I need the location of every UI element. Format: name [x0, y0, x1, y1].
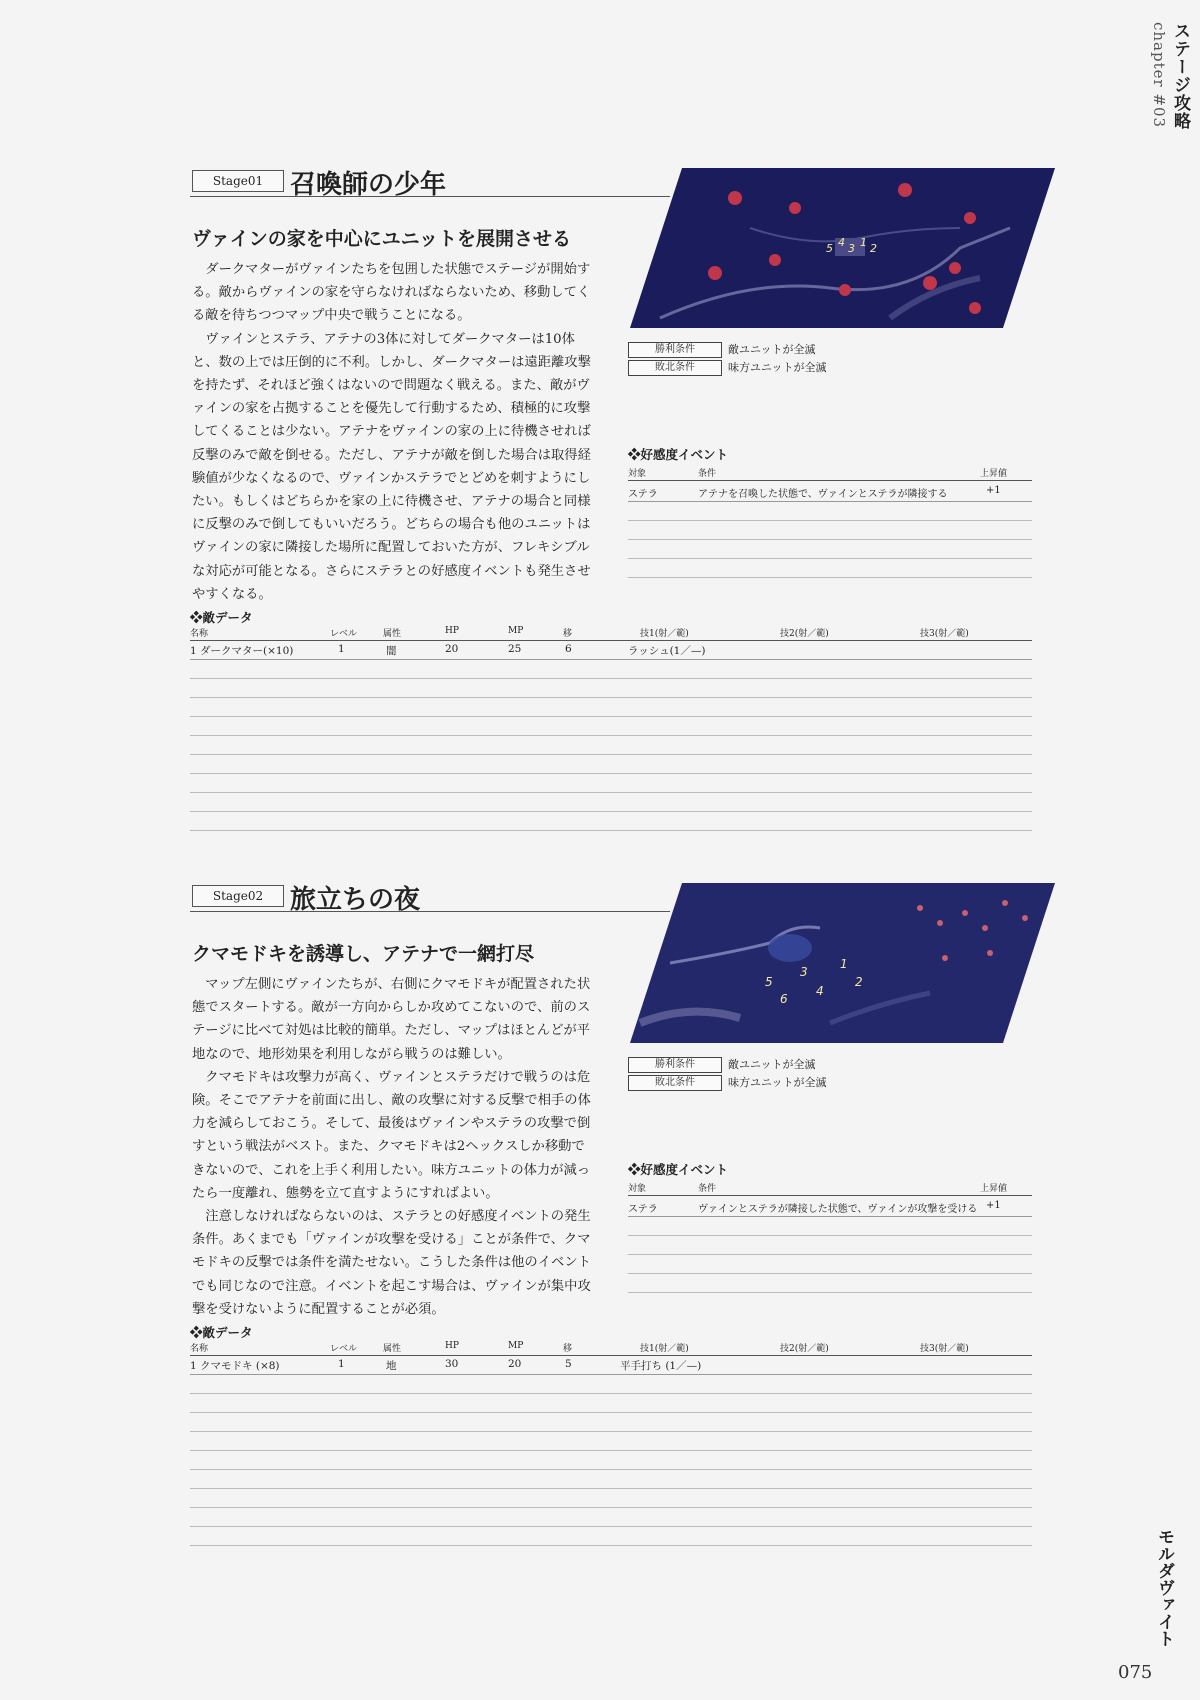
enemy-row: [190, 1356, 1032, 1375]
enemy-name: 1 ダークマター(×10): [190, 645, 294, 657]
affinity-header-row: [628, 466, 1032, 481]
blank-row: [628, 1236, 1032, 1255]
stage-map-screenshot: [630, 168, 1055, 328]
col-hp: HP: [445, 626, 459, 636]
blank-row: [190, 1470, 1032, 1489]
enemy-attr: 闇: [386, 645, 397, 657]
victory-text: 敵ユニットが全滅: [728, 343, 816, 356]
victory-condition: [628, 342, 928, 358]
enemy-table: [190, 626, 1032, 831]
blank-row: [628, 540, 1032, 559]
affinity-condition: ヴァインとステラが隣接した状態で、ヴァインが攻撃を受ける: [698, 1204, 978, 1215]
victory-label: 勝利条件: [628, 342, 722, 358]
victory-condition: [628, 1057, 928, 1073]
affinity-header-row: [628, 1181, 1032, 1196]
map-marker: 2: [870, 242, 877, 255]
stage-body: [192, 258, 596, 606]
enemy-row: [190, 641, 1032, 660]
col-level: レベル: [330, 629, 358, 639]
blank-row: [190, 774, 1032, 793]
affinity-row: [628, 481, 1032, 502]
col-name: 名称: [190, 629, 209, 639]
blank-row: [190, 1508, 1032, 1527]
blank-row: [190, 1413, 1032, 1432]
blank-row: [190, 698, 1032, 717]
enemy-table: [190, 1341, 1032, 1546]
blank-row: [190, 755, 1032, 774]
col-attr: 属性: [383, 1344, 402, 1354]
affinity-value: +1: [986, 1200, 1001, 1211]
enemy-skill1: 平手打ち (1／—): [620, 1360, 702, 1372]
defeat-text: 味方ユニットが全滅: [728, 1076, 827, 1089]
blank-row: [190, 717, 1032, 736]
stage-headline: クマモドキを誘導し、アテナで一網打尽: [192, 943, 535, 965]
blank-row: [628, 1255, 1032, 1274]
body-paragraph: ダークマターがヴァインたちを包囲した状態でステージが開始する。敵からヴァインの家を守らなければならないため、移動してくる敵を待ちつつマップ中央で戦うことになる。: [192, 262, 591, 324]
map-marker: 5: [765, 975, 773, 989]
enemy-header-row: [190, 1341, 1032, 1356]
body-paragraph: マップ左側にヴァインたちが、右側にクマモドキが配置された状態でスタートする。敵が一方向からしか攻めてこないので、前のステージに比べて対処は比較的簡単。ただし、マップはほとんどが平地なので、地形効果を利用しながら戦うのは難しい。: [192, 977, 591, 1062]
col-move: 移: [563, 1344, 573, 1354]
col-skill3: 技3(射／範): [920, 1344, 969, 1354]
col-target: 対象: [628, 1184, 647, 1194]
stage-label: Stage01: [192, 170, 284, 192]
blank-row: [628, 521, 1032, 540]
stage-body: [192, 973, 596, 1321]
blank-row: [190, 1394, 1032, 1413]
blank-row: [190, 1489, 1032, 1508]
defeat-condition: [628, 1075, 928, 1091]
victory-text: 敵ユニットが全滅: [728, 1058, 816, 1071]
col-condition: 条件: [698, 1184, 717, 1194]
blank-row: [190, 1432, 1032, 1451]
col-name: 名称: [190, 1344, 209, 1354]
map-marker: 4: [816, 984, 824, 998]
map-marker: 1: [840, 957, 848, 971]
body-paragraph: ヴァインとステラ、アテナの3体に対してダークマターは10体と、数の上では圧倒的に不利。しかし、ダークマターは遠距離攻撃を持たず、それほど強くはないので問題なく戦える。また、敵がヴァインの家を占拠することを優先して行動するため、積極的に攻撃してくることは少ない。アテナをヴァインの家の上に待機させれば反撃のみで敵を倒せる。ただし、アテナが敵を倒した場合は取得経験値が少なくなるので、ヴァインかステラでとどめを刺すようにしたい。もしくはどちらかを家の上に待機させ、アテナの場合と同様に反撃のみで倒してもいいだろう。どちらの場合も他のユニットはヴァインの家に隣接した場所に配置しておいた方が、フレキシブルな対応が可能となる。さらにステラとの好感度イベントも発生させやすくなる。: [192, 331, 591, 602]
map-marker: 2: [855, 975, 863, 989]
blank-row: [628, 502, 1032, 521]
defeat-condition: [628, 360, 928, 376]
affinity-heading: ❖好感度イベント: [628, 1162, 729, 1177]
blank-row: [190, 736, 1032, 755]
col-skill2: 技2(射／範): [780, 1344, 829, 1354]
stage-title: 旅立ちの夜: [290, 885, 421, 915]
page-number: 075: [1118, 1662, 1153, 1683]
map-marker: 3: [848, 242, 855, 255]
affinity-heading: ❖好感度イベント: [628, 447, 729, 462]
enemy-mp: 25: [508, 643, 522, 655]
col-mp: MP: [508, 1341, 524, 1351]
stage-headline: ヴァインの家を中心にユニットを展開させる: [192, 228, 572, 250]
affinity-table: [628, 1181, 1032, 1293]
stage-section-01: [190, 168, 1040, 848]
blank-row: [628, 1274, 1032, 1293]
affinity-table: [628, 466, 1032, 578]
enemy-level: 1: [338, 643, 345, 655]
col-skill2: 技2(射／範): [780, 629, 829, 639]
enemy-skill1: ラッシュ(1／—): [628, 645, 706, 657]
enemy-hp: 20: [445, 643, 459, 655]
affinity-value: +1: [986, 485, 1001, 496]
stage-label: Stage02: [192, 885, 284, 907]
body-paragraph: 注意しなければならないのは、ステラとの好感度イベントの発生条件。あくまでも「ヴァインが攻撃を受ける」ことが条件で、クマモドキの反撃では条件を満たせない。こうした条件は他のイベントでも同じなので注意。イベントを起こす場合は、ヴァインが集中攻撃を受けないように配置することが必須。: [192, 1209, 591, 1317]
chapter-title: ステージ攻略: [1170, 22, 1190, 130]
blank-row: [190, 793, 1032, 812]
map-marker: 5: [826, 242, 833, 255]
blank-row: [190, 660, 1032, 679]
enemy-name: 1 クマモドキ (×8): [190, 1360, 280, 1372]
enemy-heading: ❖敵データ: [190, 610, 253, 625]
map-marker: 1: [860, 236, 867, 249]
col-mp: MP: [508, 626, 524, 636]
enemy-heading: ❖敵データ: [190, 1325, 253, 1340]
stage-title: 召喚師の少年: [290, 170, 447, 200]
col-move: 移: [563, 629, 573, 639]
enemy-level: 1: [338, 1358, 345, 1370]
enemy-move: 5: [565, 1358, 572, 1370]
stage-map-screenshot: [630, 883, 1055, 1043]
stage-section-02: [190, 883, 1040, 1563]
affinity-row: [628, 1196, 1032, 1217]
game-logo: モルダヴァイト: [1154, 1528, 1174, 1647]
map-marker: 4: [838, 236, 845, 249]
blank-row: [628, 1217, 1032, 1236]
col-value: 上昇値: [980, 1184, 1008, 1194]
title-rule: [190, 196, 670, 197]
affinity-target: ステラ: [628, 1204, 658, 1215]
blank-row: [628, 559, 1032, 578]
title-rule: [190, 911, 670, 912]
col-attr: 属性: [383, 629, 402, 639]
defeat-label: 敗北条件: [628, 1075, 722, 1091]
defeat-text: 味方ユニットが全滅: [728, 361, 827, 374]
col-condition: 条件: [698, 469, 717, 479]
blank-row: [190, 1527, 1032, 1546]
col-skill3: 技3(射／範): [920, 629, 969, 639]
affinity-condition: アテナを召喚した状態で、ヴァインとステラが隣接する: [698, 489, 948, 500]
col-value: 上昇値: [980, 469, 1008, 479]
col-level: レベル: [330, 1344, 358, 1354]
body-paragraph: クマモドキは攻撃力が高く、ヴァインとステラだけで戦うのは危険。そこでアテナを前面に出し、敵の攻撃に対する反撃で相手の体力を減らしておこう。そして、最後はヴァインやステラの攻撃で倒すという戦法がベスト。また、クマモドキは2ヘックスしか移動できないので、これを上手く利用したい。味方ユニットの体力が減ったら一度離れ、態勢を立て直すようにすればよい。: [192, 1069, 591, 1201]
enemy-hp: 30: [445, 1358, 459, 1370]
enemy-mp: 20: [508, 1358, 522, 1370]
blank-row: [190, 812, 1032, 831]
enemy-move: 6: [565, 643, 572, 655]
blank-row: [190, 679, 1032, 698]
defeat-label: 敗北条件: [628, 360, 722, 376]
col-target: 対象: [628, 469, 647, 479]
enemy-attr: 地: [386, 1360, 397, 1372]
blank-row: [190, 1375, 1032, 1394]
enemy-header-row: [190, 626, 1032, 641]
map-marker: 3: [800, 965, 808, 979]
col-skill1: 技1(射／範): [640, 629, 689, 639]
affinity-target: ステラ: [628, 489, 658, 500]
map-marker: 6: [780, 992, 788, 1006]
chapter-number: chapter #03: [1150, 22, 1168, 129]
col-hp: HP: [445, 1341, 459, 1351]
col-skill1: 技1(射／範): [640, 1344, 689, 1354]
blank-row: [190, 1451, 1032, 1470]
victory-label: 勝利条件: [628, 1057, 722, 1073]
